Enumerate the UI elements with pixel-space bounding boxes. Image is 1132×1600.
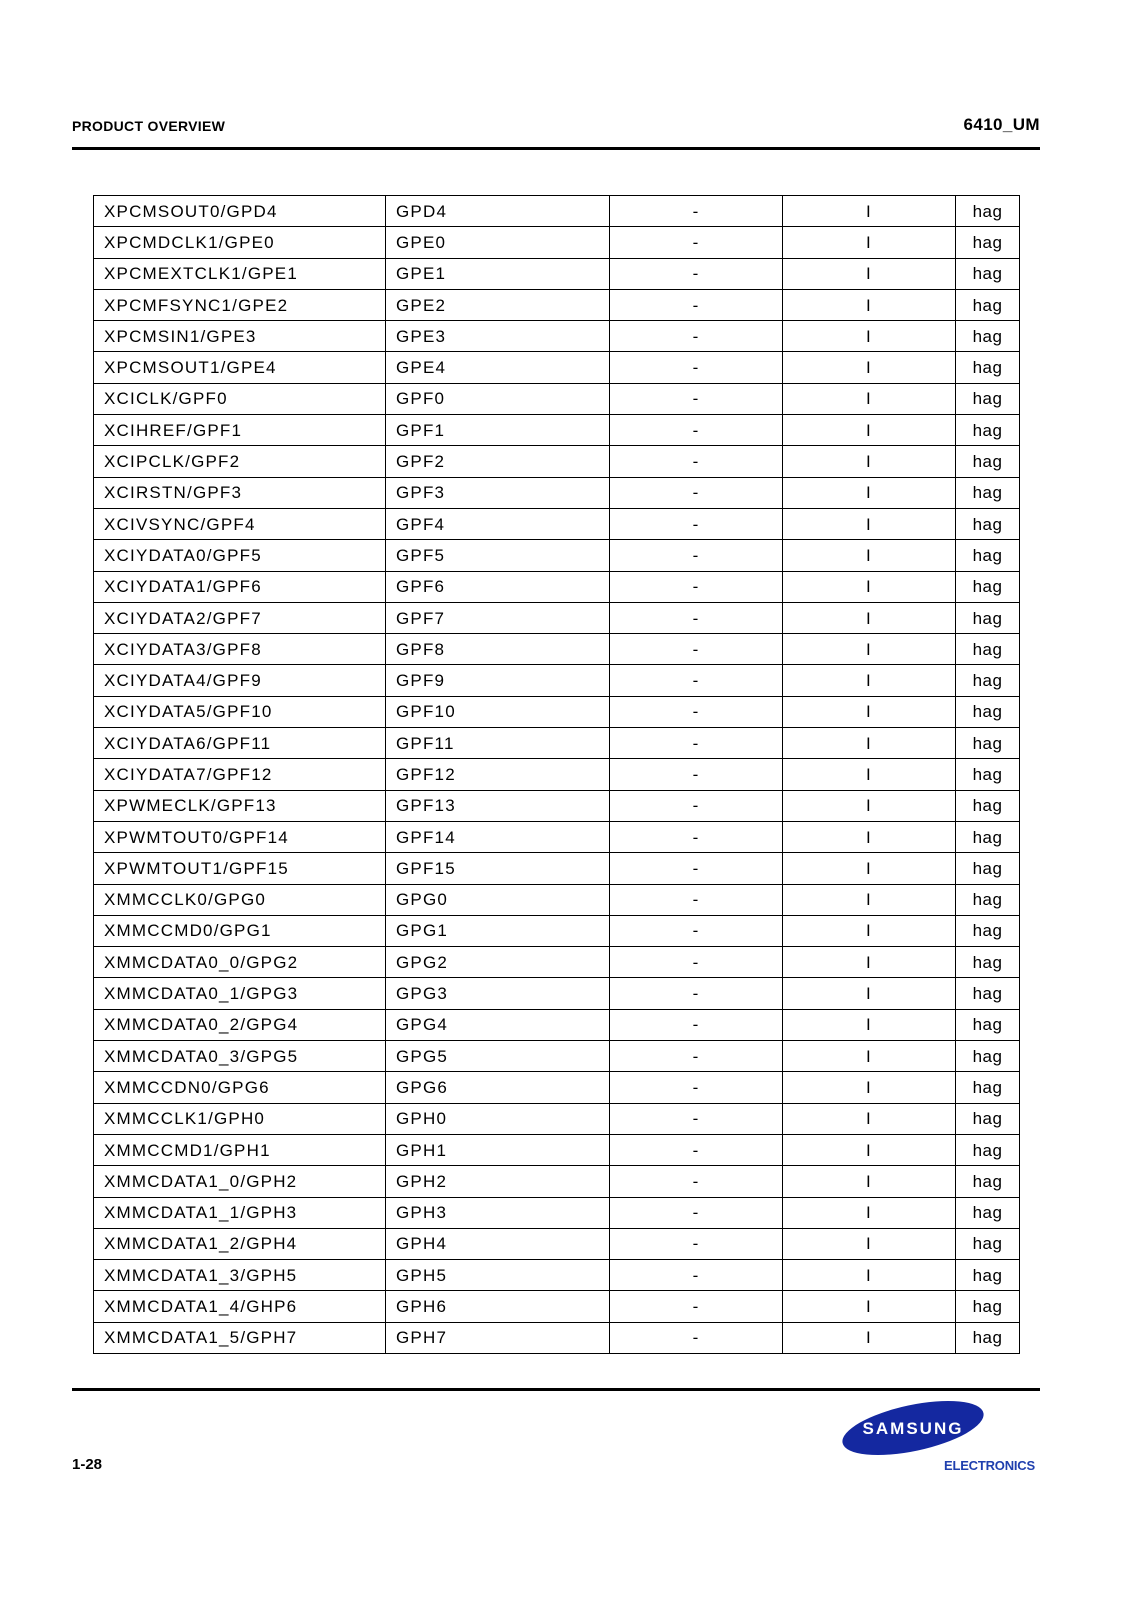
pin-name-cell: XMMCCMD0/GPG1 (94, 915, 386, 946)
table-row (94, 1072, 1020, 1103)
table-row (94, 1041, 1020, 1072)
gpio-cell: GPG2 (386, 947, 610, 978)
pin-name-cell: XMMCDATA0_2/GPG4 (94, 1009, 386, 1040)
gpio-cell: GPF11 (386, 728, 610, 759)
direction-cell: I (783, 1009, 956, 1040)
state-cell: hag (956, 634, 1020, 665)
direction-cell: I (783, 258, 956, 289)
pin-name-cell: XCIRSTN/GPF3 (94, 477, 386, 508)
gpio-cell: GPD4 (386, 196, 610, 227)
reset-value-cell: - (610, 634, 783, 665)
table-row (94, 1228, 1020, 1259)
table-row (94, 227, 1020, 258)
pin-name-cell: XCIYDATA0/GPF5 (94, 540, 386, 571)
gpio-cell: GPH4 (386, 1228, 610, 1259)
state-cell: hag (956, 978, 1020, 1009)
gpio-cell: GPF0 (386, 383, 610, 414)
direction-cell: I (783, 227, 956, 258)
reset-value-cell: - (610, 540, 783, 571)
reset-value-cell: - (610, 947, 783, 978)
pin-name-cell: XMMCCMD1/GPH1 (94, 1134, 386, 1165)
table-row (94, 915, 1020, 946)
state-cell: hag (956, 790, 1020, 821)
pin-name-cell: XMMCDATA1_3/GPH5 (94, 1260, 386, 1291)
reset-value-cell: - (610, 1166, 783, 1197)
table-row (94, 1322, 1020, 1353)
gpio-cell: GPH5 (386, 1260, 610, 1291)
direction-cell: I (783, 1291, 956, 1322)
direction-cell: I (783, 602, 956, 633)
table-row (94, 196, 1020, 227)
direction-cell: I (783, 1197, 956, 1228)
gpio-cell: GPH7 (386, 1322, 610, 1353)
reset-value-cell: - (610, 383, 783, 414)
reset-value-cell: - (610, 821, 783, 852)
reset-value-cell: - (610, 1291, 783, 1322)
reset-value-cell: - (610, 1197, 783, 1228)
table-row (94, 1197, 1020, 1228)
table-row (94, 978, 1020, 1009)
reset-value-cell: - (610, 1134, 783, 1165)
direction-cell: I (783, 321, 956, 352)
gpio-cell: GPE2 (386, 289, 610, 320)
table-row (94, 602, 1020, 633)
samsung-logo (838, 1400, 988, 1456)
pin-name-cell: XCIYDATA2/GPF7 (94, 602, 386, 633)
table-row (94, 759, 1020, 790)
direction-cell: I (783, 947, 956, 978)
pin-name-cell: XPCMSOUT0/GPD4 (94, 196, 386, 227)
reset-value-cell: - (610, 884, 783, 915)
gpio-cell: GPF1 (386, 415, 610, 446)
reset-value-cell: - (610, 321, 783, 352)
pin-name-cell: XPWMTOUT0/GPF14 (94, 821, 386, 852)
direction-cell: I (783, 1041, 956, 1072)
table-row (94, 289, 1020, 320)
state-cell: hag (956, 665, 1020, 696)
table-row (94, 508, 1020, 539)
state-cell: hag (956, 1103, 1020, 1134)
state-cell: hag (956, 728, 1020, 759)
table-row (94, 634, 1020, 665)
table-row (94, 790, 1020, 821)
pin-table (93, 195, 1020, 1354)
reset-value-cell: - (610, 853, 783, 884)
table-row (94, 415, 1020, 446)
table-row (94, 258, 1020, 289)
reset-value-cell: - (610, 508, 783, 539)
reset-value-cell: - (610, 602, 783, 633)
direction-cell: I (783, 1322, 956, 1353)
state-cell: hag (956, 227, 1020, 258)
state-cell: hag (956, 508, 1020, 539)
state-cell: hag (956, 1134, 1020, 1165)
pin-name-cell: XCIYDATA5/GPF10 (94, 696, 386, 727)
gpio-cell: GPF10 (386, 696, 610, 727)
pin-name-cell: XMMCCLK0/GPG0 (94, 884, 386, 915)
table-row (94, 1260, 1020, 1291)
logo-text: SAMSUNG (862, 1419, 964, 1438)
direction-cell: I (783, 1228, 956, 1259)
gpio-cell: GPH1 (386, 1134, 610, 1165)
direction-cell: I (783, 696, 956, 727)
table-row (94, 1009, 1020, 1040)
state-cell: hag (956, 540, 1020, 571)
reset-value-cell: - (610, 289, 783, 320)
state-cell: hag (956, 1041, 1020, 1072)
reset-value-cell: - (610, 1322, 783, 1353)
state-cell: hag (956, 1260, 1020, 1291)
state-cell: hag (956, 1166, 1020, 1197)
table-row (94, 352, 1020, 383)
pin-name-cell: XCIYDATA1/GPF6 (94, 571, 386, 602)
pin-name-cell: XCIYDATA3/GPF8 (94, 634, 386, 665)
gpio-cell: GPH6 (386, 1291, 610, 1322)
gpio-cell: GPF12 (386, 759, 610, 790)
state-cell: hag (956, 1197, 1020, 1228)
table-row (94, 1291, 1020, 1322)
direction-cell: I (783, 821, 956, 852)
state-cell: hag (956, 477, 1020, 508)
pin-name-cell: XMMCCDN0/GPG6 (94, 1072, 386, 1103)
table-row (94, 821, 1020, 852)
state-cell: hag (956, 321, 1020, 352)
reset-value-cell: - (610, 1009, 783, 1040)
state-cell: hag (956, 602, 1020, 633)
state-cell: hag (956, 1322, 1020, 1353)
state-cell: hag (956, 415, 1020, 446)
gpio-cell: GPG3 (386, 978, 610, 1009)
pin-name-cell: XPCMSIN1/GPE3 (94, 321, 386, 352)
pin-name-cell: XMMCDATA0_3/GPG5 (94, 1041, 386, 1072)
reset-value-cell: - (610, 258, 783, 289)
state-cell: hag (956, 1072, 1020, 1103)
state-cell: hag (956, 352, 1020, 383)
table-row (94, 853, 1020, 884)
reset-value-cell: - (610, 790, 783, 821)
gpio-cell: GPF5 (386, 540, 610, 571)
reset-value-cell: - (610, 1072, 783, 1103)
footer-rule (72, 1388, 1040, 1391)
direction-cell: I (783, 196, 956, 227)
reset-value-cell: - (610, 227, 783, 258)
gpio-cell: GPF7 (386, 602, 610, 633)
table-row (94, 571, 1020, 602)
reset-value-cell: - (610, 196, 783, 227)
pin-name-cell: XCICLK/GPF0 (94, 383, 386, 414)
gpio-cell: GPF14 (386, 821, 610, 852)
page-number: 1-28 (72, 1456, 103, 1473)
direction-cell: I (783, 1134, 956, 1165)
state-cell: hag (956, 947, 1020, 978)
direction-cell: I (783, 634, 956, 665)
state-cell: hag (956, 258, 1020, 289)
reset-value-cell: - (610, 665, 783, 696)
table-row (94, 1166, 1020, 1197)
table-row (94, 728, 1020, 759)
gpio-cell: GPE4 (386, 352, 610, 383)
direction-cell: I (783, 446, 956, 477)
direction-cell: I (783, 790, 956, 821)
gpio-cell: GPE1 (386, 258, 610, 289)
gpio-cell: GPF6 (386, 571, 610, 602)
state-cell: hag (956, 884, 1020, 915)
pin-name-cell: XMMCCLK1/GPH0 (94, 1103, 386, 1134)
pin-name-cell: XMMCDATA0_1/GPG3 (94, 978, 386, 1009)
reset-value-cell: - (610, 696, 783, 727)
page-header (72, 114, 1040, 136)
state-cell: hag (956, 853, 1020, 884)
state-cell: hag (956, 383, 1020, 414)
state-cell: hag (956, 696, 1020, 727)
table-row (94, 383, 1020, 414)
pin-name-cell: XCIVSYNC/GPF4 (94, 508, 386, 539)
gpio-cell: GPG1 (386, 915, 610, 946)
table-row (94, 696, 1020, 727)
direction-cell: I (783, 759, 956, 790)
gpio-cell: GPF3 (386, 477, 610, 508)
gpio-cell: GPF8 (386, 634, 610, 665)
pin-name-cell: XCIYDATA4/GPF9 (94, 665, 386, 696)
reset-value-cell: - (610, 1041, 783, 1072)
gpio-cell: GPG0 (386, 884, 610, 915)
direction-cell: I (783, 571, 956, 602)
pin-name-cell: XPCMSOUT1/GPE4 (94, 352, 386, 383)
table-row (94, 477, 1020, 508)
pin-name-cell: XCIHREF/GPF1 (94, 415, 386, 446)
direction-cell: I (783, 728, 956, 759)
direction-cell: I (783, 508, 956, 539)
direction-cell: I (783, 383, 956, 414)
gpio-cell: GPE3 (386, 321, 610, 352)
gpio-cell: GPH0 (386, 1103, 610, 1134)
direction-cell: I (783, 884, 956, 915)
direction-cell: I (783, 853, 956, 884)
electronics-label: ELECTRONICS (944, 1458, 1035, 1473)
reset-value-cell: - (610, 759, 783, 790)
pin-name-cell: XCIPCLK/GPF2 (94, 446, 386, 477)
document-id: 6410_UM (963, 115, 1040, 134)
pin-name-cell: XMMCDATA0_0/GPG2 (94, 947, 386, 978)
gpio-cell: GPG6 (386, 1072, 610, 1103)
direction-cell: I (783, 1072, 956, 1103)
gpio-cell: GPE0 (386, 227, 610, 258)
table-row (94, 1103, 1020, 1134)
state-cell: hag (956, 1228, 1020, 1259)
reset-value-cell: - (610, 1103, 783, 1134)
state-cell: hag (956, 759, 1020, 790)
reset-value-cell: - (610, 915, 783, 946)
pin-name-cell: XMMCDATA1_2/GPH4 (94, 1228, 386, 1259)
gpio-cell: GPG5 (386, 1041, 610, 1072)
state-cell: hag (956, 1009, 1020, 1040)
direction-cell: I (783, 1166, 956, 1197)
pin-table-body (94, 196, 1020, 1354)
state-cell: hag (956, 571, 1020, 602)
pin-name-cell: XPCMEXTCLK1/GPE1 (94, 258, 386, 289)
gpio-cell: GPH3 (386, 1197, 610, 1228)
reset-value-cell: - (610, 477, 783, 508)
direction-cell: I (783, 352, 956, 383)
header-rule (72, 147, 1040, 150)
direction-cell: I (783, 978, 956, 1009)
pin-name-cell: XPCMFSYNC1/GPE2 (94, 289, 386, 320)
gpio-cell: GPH2 (386, 1166, 610, 1197)
table-row (94, 884, 1020, 915)
pin-name-cell: XCIYDATA7/GPF12 (94, 759, 386, 790)
gpio-cell: GPF4 (386, 508, 610, 539)
pin-name-cell: XPWMECLK/GPF13 (94, 790, 386, 821)
gpio-cell: GPF15 (386, 853, 610, 884)
reset-value-cell: - (610, 446, 783, 477)
direction-cell: I (783, 477, 956, 508)
gpio-cell: GPF9 (386, 665, 610, 696)
pin-name-cell: XMMCDATA1_0/GPH2 (94, 1166, 386, 1197)
state-cell: hag (956, 446, 1020, 477)
pin-name-cell: XMMCDATA1_1/GPH3 (94, 1197, 386, 1228)
reset-value-cell: - (610, 1228, 783, 1259)
reset-value-cell: - (610, 415, 783, 446)
direction-cell: I (783, 1260, 956, 1291)
state-cell: hag (956, 821, 1020, 852)
state-cell: hag (956, 289, 1020, 320)
pin-name-cell: XPWMTOUT1/GPF15 (94, 853, 386, 884)
pin-name-cell: XPCMDCLK1/GPE0 (94, 227, 386, 258)
table-row (94, 665, 1020, 696)
direction-cell: I (783, 415, 956, 446)
state-cell: hag (956, 196, 1020, 227)
state-cell: hag (956, 915, 1020, 946)
section-title: PRODUCT OVERVIEW (72, 118, 226, 134)
table-row (94, 947, 1020, 978)
direction-cell: I (783, 1103, 956, 1134)
table-row (94, 446, 1020, 477)
reset-value-cell: - (610, 571, 783, 602)
state-cell: hag (956, 1291, 1020, 1322)
direction-cell: I (783, 915, 956, 946)
table-row (94, 1134, 1020, 1165)
direction-cell: I (783, 665, 956, 696)
pin-name-cell: XMMCDATA1_5/GPH7 (94, 1322, 386, 1353)
direction-cell: I (783, 540, 956, 571)
reset-value-cell: - (610, 978, 783, 1009)
pin-name-cell: XCIYDATA6/GPF11 (94, 728, 386, 759)
reset-value-cell: - (610, 728, 783, 759)
direction-cell: I (783, 289, 956, 320)
reset-value-cell: - (610, 352, 783, 383)
gpio-cell: GPF13 (386, 790, 610, 821)
pin-name-cell: XMMCDATA1_4/GHP6 (94, 1291, 386, 1322)
table-row (94, 540, 1020, 571)
table-row (94, 321, 1020, 352)
gpio-cell: GPG4 (386, 1009, 610, 1040)
gpio-cell: GPF2 (386, 446, 610, 477)
reset-value-cell: - (610, 1260, 783, 1291)
